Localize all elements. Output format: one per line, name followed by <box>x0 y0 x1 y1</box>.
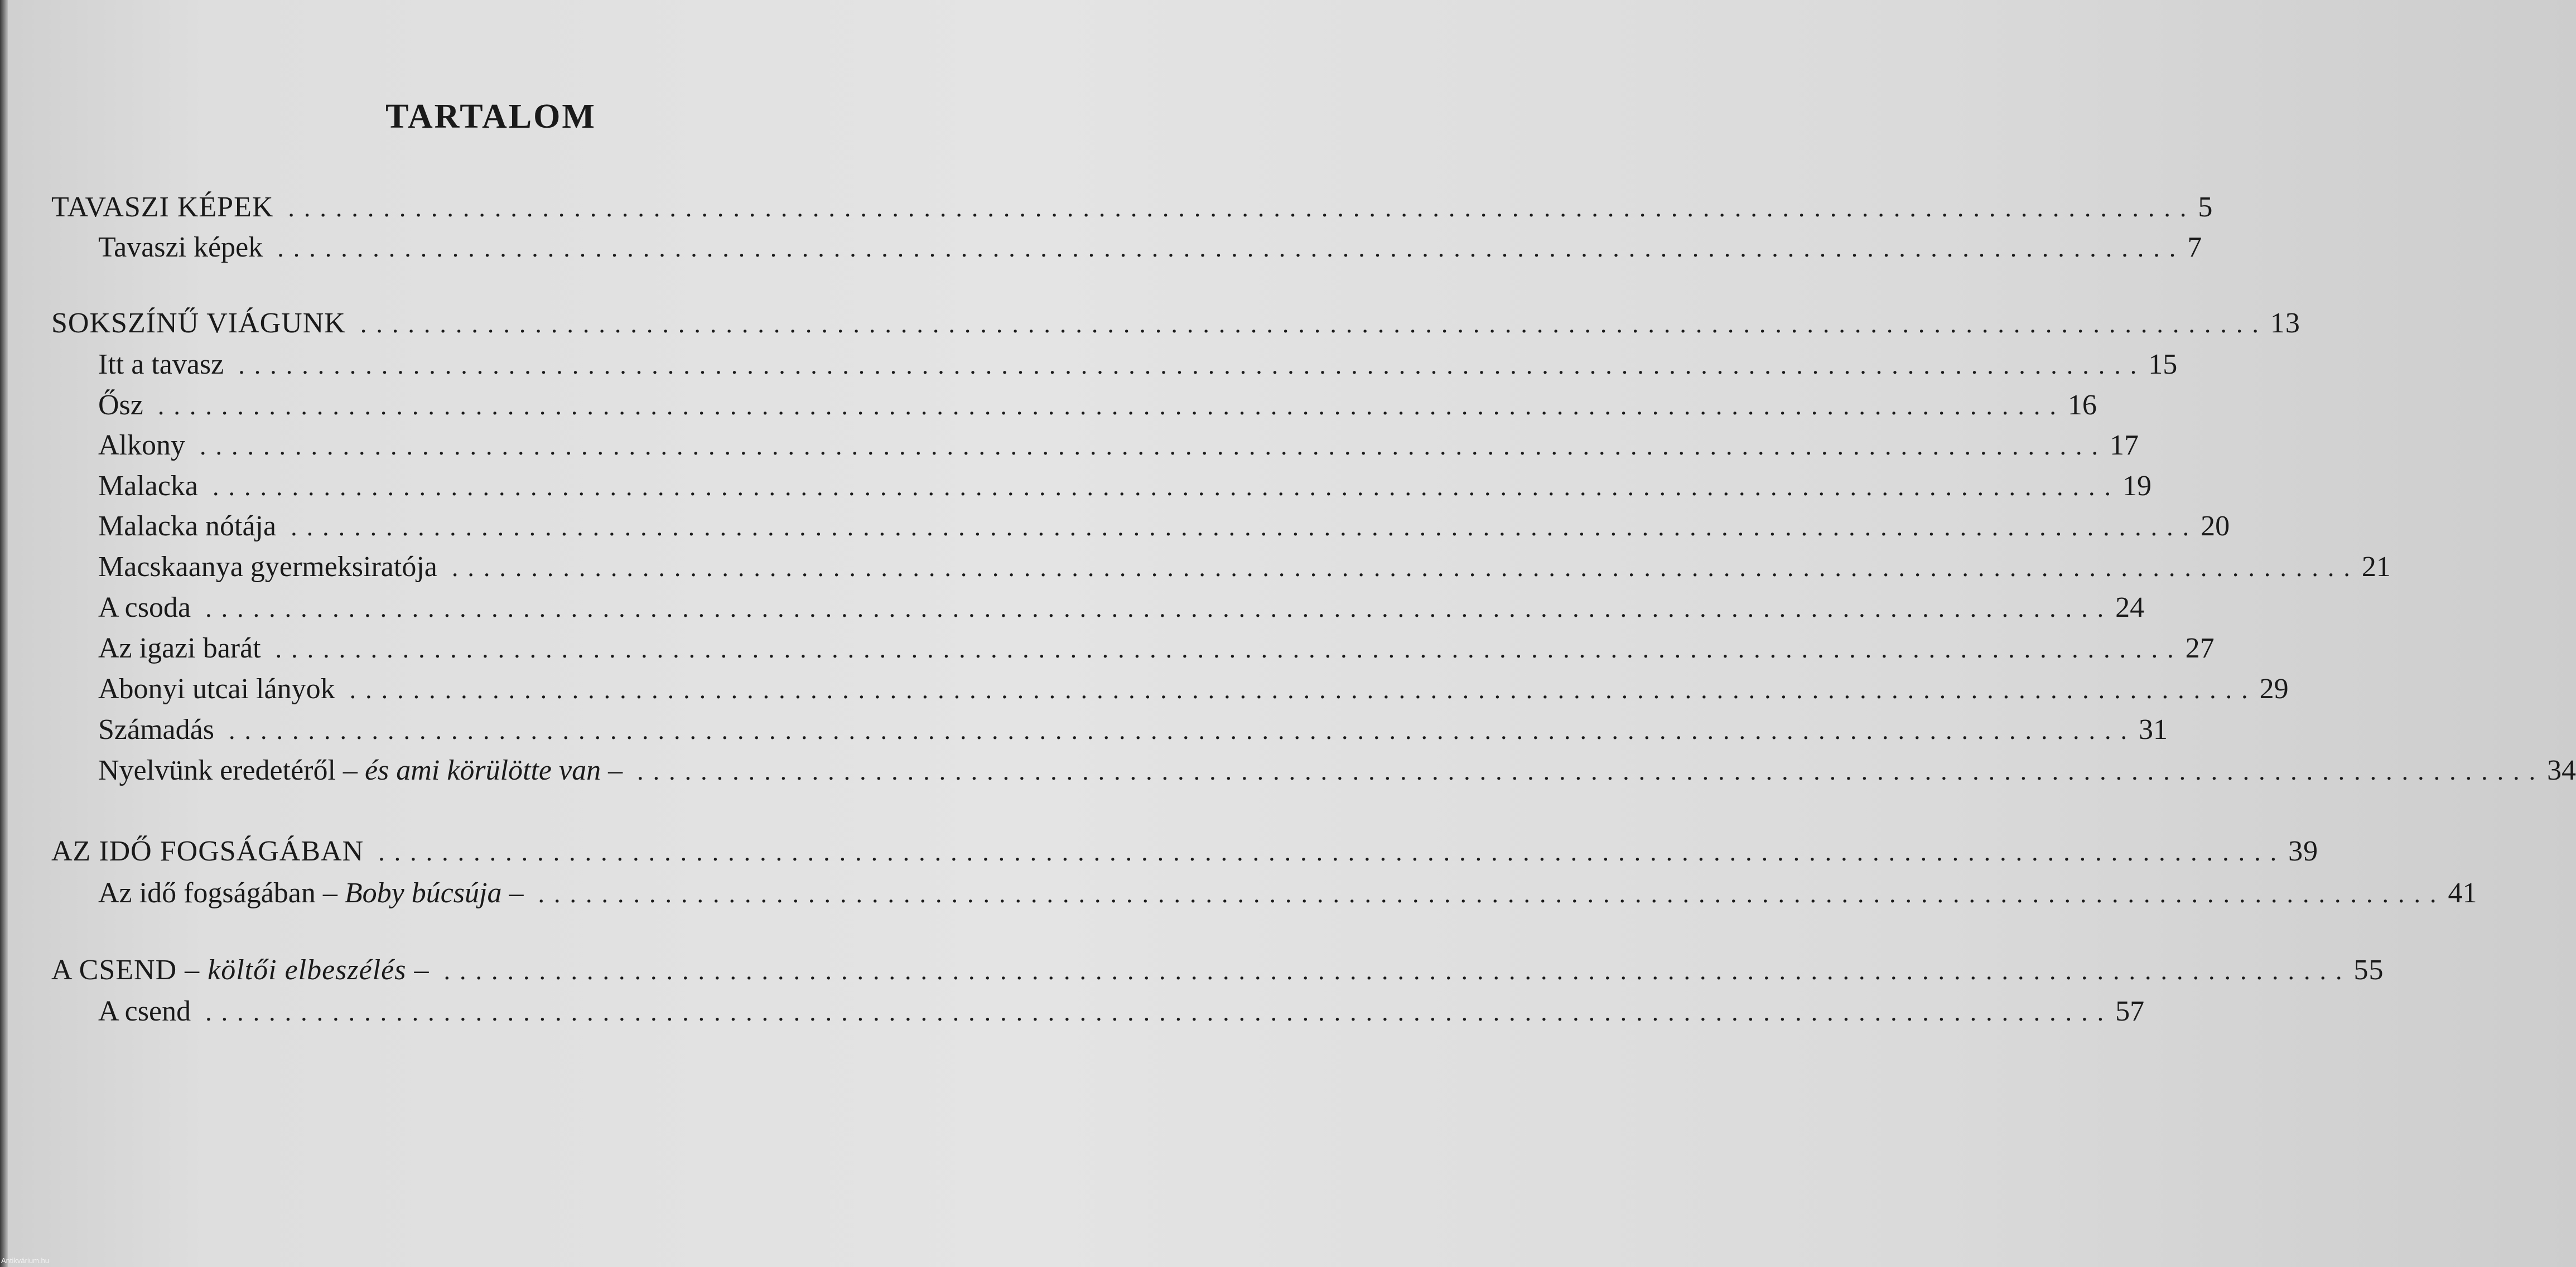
section-title: A CSEND – költői elbeszélés – <box>51 954 430 986</box>
page-title: TARTALOM <box>385 97 596 136</box>
page-number: 16 <box>2067 389 2097 421</box>
dot-leader: ........................................................................................................................ <box>291 512 2199 541</box>
toc-section-tavaszi-kepek <box>51 191 2213 225</box>
dot-leader: ........................................................................................................................ <box>228 716 2136 744</box>
entry-title: Tavaszi képek <box>98 231 263 263</box>
toc-entry <box>98 389 2097 423</box>
page-number: 27 <box>2185 632 2215 664</box>
section-title: AZ IDŐ FOGSÁGÁBAN <box>51 835 364 867</box>
page-number: 24 <box>2115 592 2145 623</box>
dot-leader: ........................................................................................................................ <box>275 635 2183 663</box>
toc-entry <box>98 713 2168 747</box>
page-number: 29 <box>2259 673 2289 705</box>
entry-title: Macskaanya gyermeksiratója <box>98 551 437 583</box>
toc-entry <box>98 632 2215 666</box>
watermark: Antikvárium.hu <box>1 1256 49 1265</box>
page-number: 19 <box>2122 470 2152 502</box>
entry-title: A csoda <box>98 592 191 623</box>
dot-leader: ........................................................................................................................ <box>637 757 2545 785</box>
entry-title: Abonyi utcai lányok <box>98 673 335 705</box>
page-number: 57 <box>2115 995 2145 1027</box>
dot-leader: ........................................................................................................................ <box>538 879 2446 908</box>
dot-leader: ........................................................................................................................ <box>200 432 2107 460</box>
page-number: 13 <box>2270 307 2300 339</box>
toc-entry <box>98 429 2139 463</box>
page-number: 7 <box>2187 231 2202 263</box>
dot-leader: ........................................................................................................................ <box>360 310 2268 338</box>
page-number: 20 <box>2201 510 2230 542</box>
toc-entry <box>98 470 2152 504</box>
entry-title: Ősz <box>98 389 143 421</box>
dot-leader: ........................................................................................................................ <box>277 234 2186 262</box>
dot-leader: ........................................................................................................................ <box>205 998 2114 1026</box>
toc-entry <box>98 673 2289 707</box>
toc-section-sokszinu-viagunk <box>51 307 2300 341</box>
page-number: 55 <box>2353 954 2384 986</box>
dot-leader: ........................................................................................................................ <box>157 391 2066 420</box>
entry-title: Az igazi barát <box>98 632 261 664</box>
toc-entry <box>98 995 2145 1029</box>
entry-title: Nyelvünk eredetéről – és ami körülötte van – <box>98 755 623 786</box>
page-number: 31 <box>2138 714 2168 746</box>
page-number: 5 <box>2198 191 2213 223</box>
dot-leader: ........................................................................................................................ <box>378 838 2286 866</box>
dot-leader: ........................................................................................................................ <box>288 194 2196 222</box>
toc-entry <box>98 231 2202 265</box>
toc-entry <box>98 510 2230 544</box>
page-number: 41 <box>2448 877 2477 909</box>
page-number: 34 <box>2547 755 2576 786</box>
dot-leader: ........................................................................................................................ <box>349 675 2257 704</box>
dot-leader: ........................................................................................................................ <box>205 594 2114 622</box>
dot-leader: ........................................................................................................................ <box>213 472 2121 501</box>
section-title: TAVASZI KÉPEK <box>51 191 274 223</box>
entry-title: Az idő fogságában – Boby búcsúja – <box>98 877 524 909</box>
page-number: 21 <box>2361 551 2391 583</box>
entry-title: A csend <box>98 995 191 1027</box>
toc-entry <box>98 348 2178 382</box>
entry-title: Malacka nótája <box>98 510 277 542</box>
toc-entry <box>98 591 2145 625</box>
dot-leader: ........................................................................................................................ <box>443 956 2352 985</box>
entry-title: Alkony <box>98 429 185 461</box>
section-title: SOKSZÍNŰ VIÁGUNK <box>51 307 346 339</box>
page-number: 15 <box>2148 349 2178 380</box>
entry-title: Malacka <box>98 470 199 502</box>
toc-section-a-csend <box>51 954 2384 988</box>
dot-leader: ........................................................................................................................ <box>451 553 2360 582</box>
entry-title: Itt a tavasz <box>98 349 224 380</box>
page-number: 17 <box>2110 429 2139 461</box>
entry-title: Számadás <box>98 714 214 746</box>
dot-leader: ........................................................................................................................ <box>238 351 2146 379</box>
toc-entry <box>98 754 2576 788</box>
toc-entry <box>98 550 2391 584</box>
toc-section-az-ido-fogsagaban <box>51 835 2319 869</box>
page-number: 39 <box>2288 835 2319 867</box>
toc-entry <box>98 877 2477 911</box>
